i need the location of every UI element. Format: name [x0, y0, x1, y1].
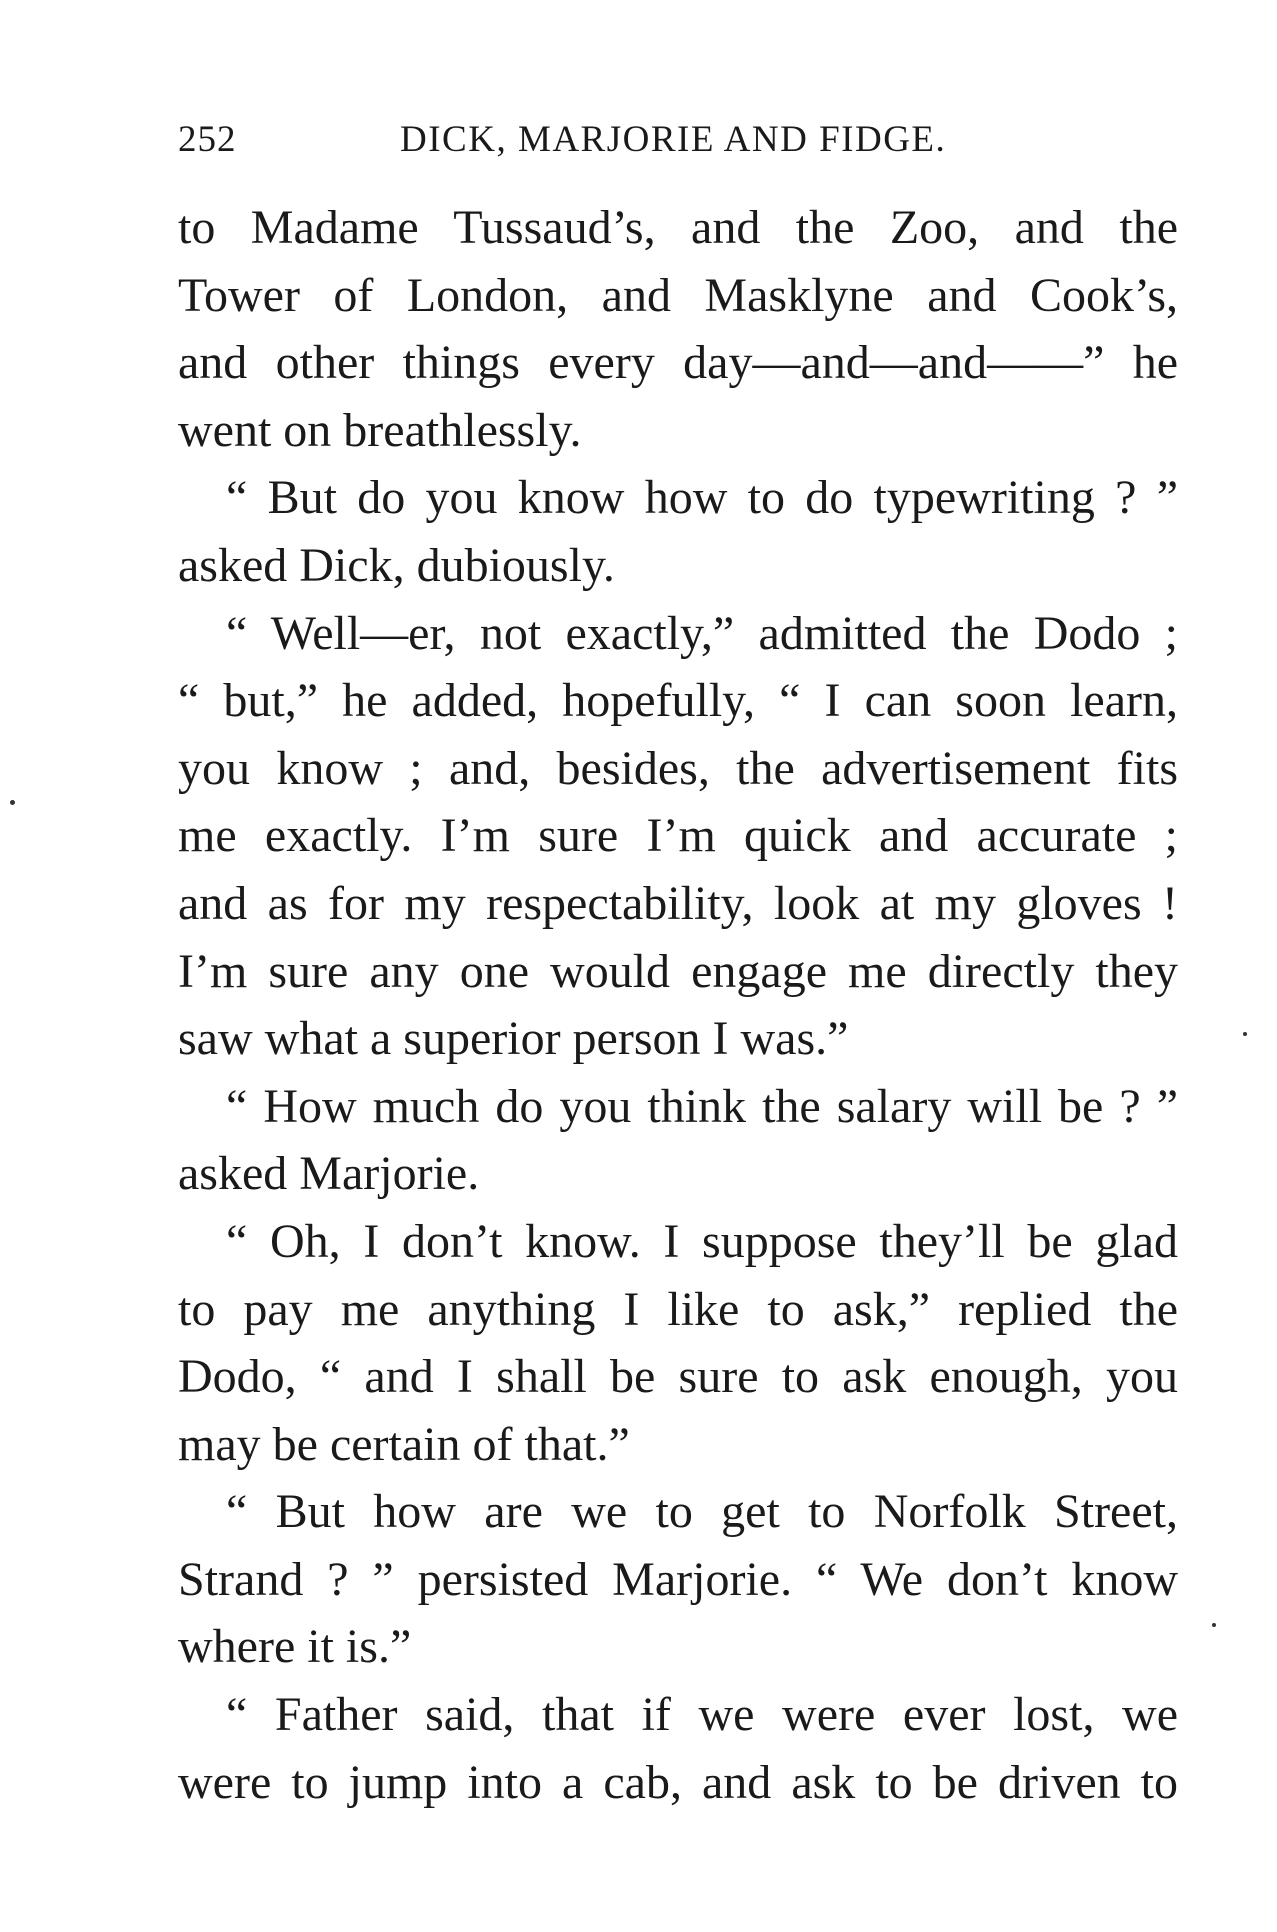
text-line: I’m sure any one would engage me directly they	[178, 944, 1178, 998]
text-line: Tower of London, and Masklyne and Cook’s,	[178, 268, 1178, 322]
text-line: may be certain of that.”	[178, 1417, 630, 1471]
text-line: to pay me anything I like to ask,” replied the	[178, 1282, 1178, 1336]
text-line: went on breathlessly.	[178, 403, 582, 457]
text-line: and as for my respectability, look at my gloves !	[178, 876, 1178, 930]
text-line: asked Dick, dubiously.	[178, 538, 615, 592]
text-line: you know ; and, besides, the advertisement fits	[178, 741, 1178, 795]
paper-speck	[1212, 1623, 1216, 1627]
text-line: me exactly. I’m sure I’m quick and accurate ;	[178, 809, 1178, 863]
paper-speck	[1243, 1032, 1247, 1036]
paper-speck	[10, 800, 15, 805]
text-line: saw what a superior person I was.”	[178, 1012, 849, 1066]
page-number: 252	[178, 119, 237, 160]
text-line: “ How much do you think the salary will be ? ”	[226, 1079, 1178, 1133]
text-line: “ Oh, I don’t know. I suppose they’ll be glad	[226, 1214, 1178, 1268]
running-title: DICK, MARJORIE AND FIDGE.	[400, 119, 947, 160]
text-line: and other things every day—and—and——” he	[178, 336, 1178, 390]
text-line: “ Father said, that if we were ever lost, we	[226, 1688, 1178, 1742]
body-text	[178, 194, 1178, 1816]
text-line: where it is.”	[178, 1620, 412, 1674]
text-line: asked Marjorie.	[178, 1147, 480, 1201]
text-line: “ But do you know how to do typewriting ? ”	[226, 471, 1178, 525]
text-line: “ But how are we to get to Norfolk Street,	[226, 1485, 1178, 1539]
text-line: “ but,” he added, hopefully, “ I can soon learn,	[178, 674, 1178, 728]
text-line: Dodo, “ and I shall be sure to ask enough, you	[178, 1350, 1178, 1404]
text-line: to Madame Tussaud’s, and the Zoo, and the	[178, 201, 1178, 254]
running-head	[178, 118, 1178, 168]
text-line: Strand ? ” persisted Marjorie. “ We don’t know	[178, 1552, 1178, 1606]
text-line: were to jump into a cab, and ask to be driven to	[178, 1755, 1178, 1809]
text-line: “ Well—er, not exactly,” admitted the Dodo ;	[226, 606, 1178, 660]
